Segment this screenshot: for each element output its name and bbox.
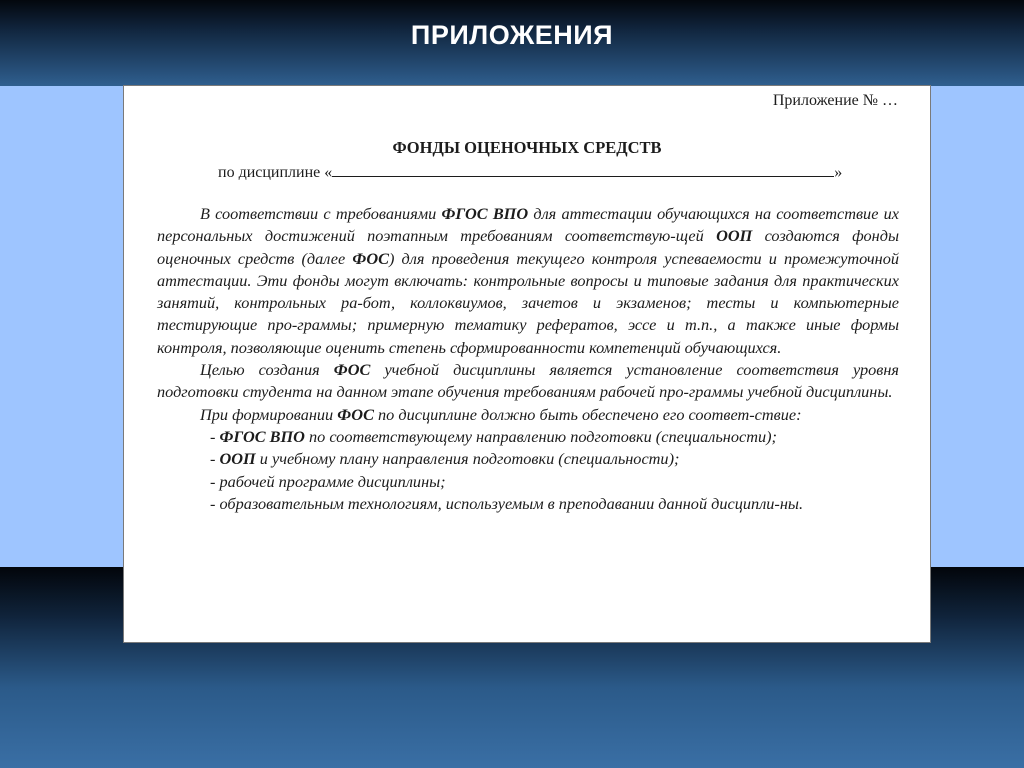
bold-run: ФОС	[352, 248, 389, 268]
text-run: и учебному плану направления подготовки (специальности);	[255, 449, 680, 469]
bold-run: ФОС	[337, 404, 374, 424]
list-item	[157, 426, 899, 448]
paragraph-1	[157, 203, 899, 359]
document-title: ФОНДЫ ОЦЕНОЧНЫХ СРЕДСТВ	[392, 138, 662, 157]
text-run: ) для проведения текущего контроля успеваемости и промежуточной аттестации. Эти фонды могут включать: контрольные вопросы и типовые задания для практических занятий, контрольных ра-бот, коллоквиумов, зачетов и экзаменов; тесты и компьютерные тестирующие про-граммы; примерную тематику рефератов, эссе и т.п., а также иные формы контроля, позволяющие оценить степень сформированности компетенций обучающихся.	[157, 248, 900, 357]
paragraph-2	[157, 359, 899, 404]
text-run: В соответствии с требованиями	[200, 204, 442, 223]
list-item: - образовательным технологиям, используемым в преподавании данной дисципли-ны.	[210, 493, 804, 513]
discipline-prefix: по дисциплине «	[218, 164, 333, 181]
document-body	[157, 203, 899, 515]
text-run: При формировании	[200, 404, 338, 424]
paragraph-3	[157, 404, 899, 426]
text-run: Целью создания	[200, 360, 334, 380]
slide-title: ПРИЛОЖЕНИЯ	[410, 20, 614, 50]
text-run: -	[210, 426, 220, 446]
text-run: -	[210, 449, 220, 469]
text-run: по соответствующему направлению подготовки (специальности);	[304, 426, 777, 446]
bold-run: ФОС	[333, 360, 371, 380]
text-run: по дисциплине должно быть обеспечено его соответ-ствие:	[373, 404, 802, 424]
bold-run: ООП	[716, 226, 753, 246]
list-item	[157, 448, 899, 470]
document-page	[123, 85, 931, 643]
discipline-blank-line	[332, 162, 834, 177]
discipline-line	[218, 162, 842, 182]
text-run: для аттестации обучающихся на соответствие их персональных достижений поэтапным требованиям соответствую-щей	[157, 204, 900, 246]
list-item: - рабочей программе дисциплины;	[210, 471, 446, 491]
bold-run: ФГОС ВПО	[441, 204, 529, 223]
discipline-suffix: »	[834, 164, 843, 181]
appendix-number: Приложение № …	[772, 92, 898, 109]
bold-run: ФГОС ВПО	[219, 426, 305, 446]
bold-run: ООП	[219, 449, 256, 469]
text-run: учебной дисциплины является установление соответствия уровня подготовки студента на данном этапе обучения требованиям рабочей про-граммы учебной дисциплины.	[157, 360, 899, 402]
text-run: создаются фонды оценочных средств (далее	[157, 226, 899, 268]
